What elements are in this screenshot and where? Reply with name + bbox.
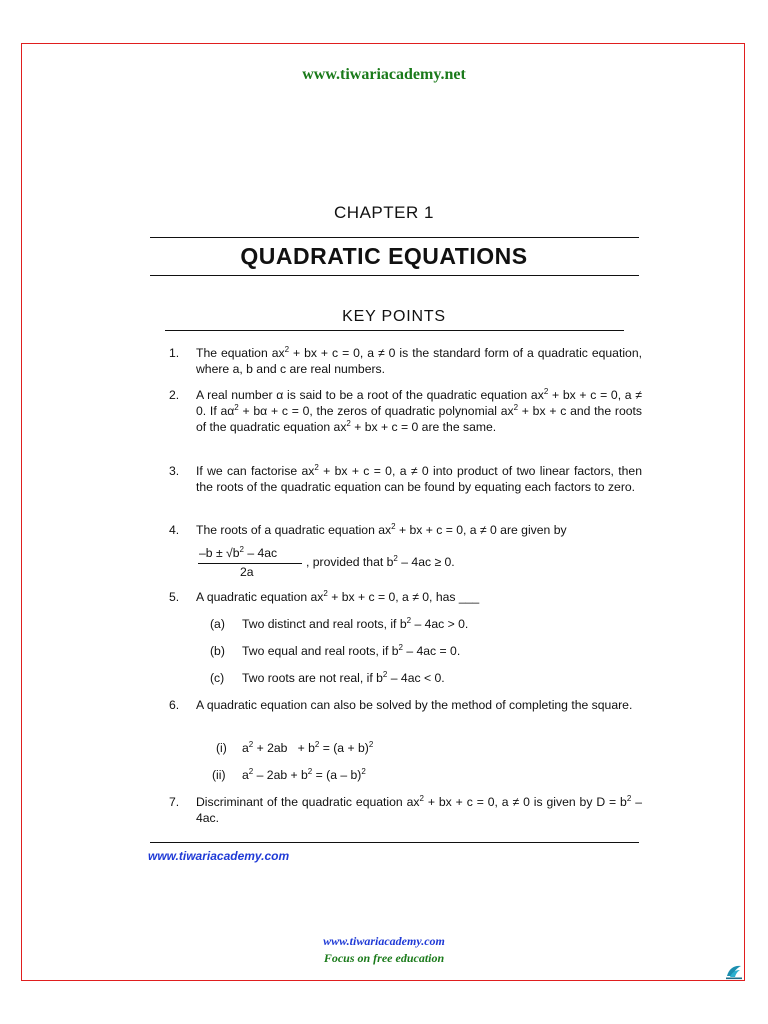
item-text: If we can factorise $ax^2$ + bx + c = 0, a ≠ 0 into product of two linear factors, then the roots of the quadratic equation can be found by equating each factors to zero. — [196, 463, 642, 494]
list-item — [169, 522, 642, 538]
item-text: The equation $ax^2$ + bx + c = 0, a ≠ 0 is the standard form of a quadratic equation, where a, b and c are real numbers. — [196, 345, 642, 376]
case-text: Two distinct and real roots, if $b^2 - 4ac > 0$. — [242, 616, 469, 631]
item-text: The roots of a quadratic equation $ax^2$ + bx + c = 0, a ≠ 0 are given by — [196, 522, 567, 537]
item-text: A real number α is said to be a root of the quadratic equation $ax^2$ + bx + c = 0, a ≠ 0. If $a\alpha^2 + b\alpha + c = 0$, the zeros of quadratic polynomial $ax^2$ + bx + c and the roots of the quadratic equation $ax^2$ + bx + c = 0 are the same. — [196, 387, 642, 434]
list-item — [169, 794, 642, 826]
list-item — [169, 589, 642, 605]
item-text: A quadratic equation can also be solved by the method of completing the square. — [196, 698, 633, 712]
list-item — [169, 697, 642, 713]
case-text: Two roots are not real, if $b^2 - 4ac < 0$. — [242, 670, 445, 685]
formula-condition: , provided that $b^2 - 4ac \ge 0$. — [306, 554, 455, 569]
identity-label: (i) — [216, 741, 227, 755]
footer-url[interactable]: www.tiwariacademy.com — [323, 934, 445, 948]
case-text: Two equal and real roots, if $b^2 - 4ac = 0$. — [242, 643, 461, 658]
case-label: (b) — [210, 644, 225, 658]
quadratic-formula — [196, 544, 526, 578]
identity-text: $a^2 + 2ab + b^2 = (a + b)^2$ — [242, 740, 374, 755]
title-top-rule — [150, 237, 639, 238]
item-number: 4. — [169, 523, 180, 537]
case-label: (c) — [210, 671, 225, 685]
tiwari-academy-logo-icon — [725, 962, 743, 980]
key-points-heading: KEY POINTS — [342, 308, 446, 325]
title-bottom-rule — [150, 275, 639, 276]
formula-numerator: $-b \pm √b^2 - 4ac$ — [199, 545, 278, 560]
item-number: 1. — [169, 346, 180, 360]
footer-tagline: Focus on free education — [323, 951, 445, 965]
item-number: 6. — [169, 698, 180, 712]
item-number: 5. — [169, 590, 180, 604]
header-url[interactable]: www.tiwariacademy.net — [302, 66, 466, 83]
page-title: QUADRATIC EQUATIONS — [240, 243, 528, 269]
item-number: 2. — [169, 388, 180, 402]
identity-text: $a^2 - 2ab + b^2 = (a - b)^2$ — [242, 767, 366, 782]
item-text: Discriminant of the quadratic equation $ax^2$ + bx + c = 0, a ≠ 0 is given by $D = b^2 - 4ac$. — [196, 794, 642, 825]
item-text: A quadratic equation $ax^2$ + bx + c = 0, a ≠ 0, has ___ — [196, 589, 480, 604]
item-number: 3. — [169, 464, 180, 478]
list-item — [169, 387, 642, 435]
formula-denominator: 2a — [240, 565, 254, 579]
list-item — [169, 463, 642, 495]
identity-label: (ii) — [212, 768, 226, 782]
footer-rule — [150, 842, 639, 843]
key-points-rule — [165, 330, 624, 331]
case-label: (a) — [210, 617, 225, 631]
item-number: 7. — [169, 795, 180, 809]
page-border — [21, 43, 745, 981]
footer-link-left[interactable]: www.tiwariacademy.com — [148, 849, 290, 863]
list-item — [169, 345, 642, 377]
chapter-label: CHAPTER 1 — [334, 203, 434, 222]
fraction-bar — [198, 563, 302, 564]
